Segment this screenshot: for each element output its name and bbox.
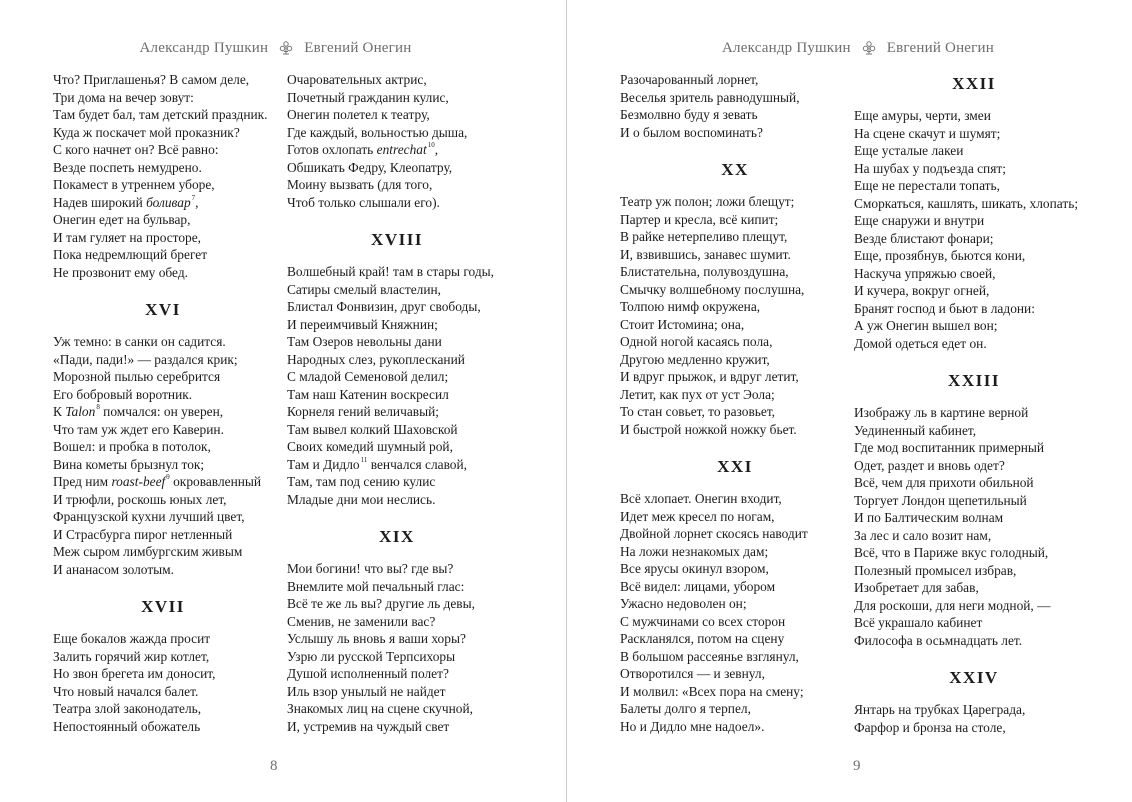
verse-line: Волшебный край! там в стары годы,	[287, 264, 495, 279]
verse-line: А уж Онегин вышел вон;	[854, 318, 998, 333]
verse-line: То стан совьет, то разовьет,	[620, 404, 776, 419]
verse-line: С мужчинами со всех сторон	[620, 613, 786, 629]
verse-line: В большом рассеянье взглянул,	[620, 648, 799, 664]
right-page	[567, 0, 1132, 802]
verse-line: Где мод воспитанник примерный	[854, 440, 1045, 455]
verse-line: Блистательна, полувоздушна,	[620, 264, 789, 279]
verse-line: Его бобровый воротник.	[53, 386, 193, 402]
verse-line: Ужасно недоволен он;	[620, 596, 747, 611]
line-text: окровавленный	[169, 474, 262, 489]
verse-line: Смычку волшебному послушна,	[620, 281, 805, 297]
verse-line: «Пади, пади!» — раздался крик;	[53, 351, 238, 367]
verse-line: Везде поспеть немудрено.	[53, 159, 202, 175]
stanza	[53, 630, 273, 735]
author-name: Александр Пушкин	[139, 39, 269, 56]
verse-line: Что? Приглашенья? В самом деле,	[53, 72, 250, 87]
italic-word: entrechat	[376, 142, 427, 157]
verse-line: И, устремив на чуждый свет	[287, 718, 450, 734]
verse-line: Еще, прозябнув, бьются кони,	[854, 248, 1026, 263]
footnote-ref: 7	[191, 193, 196, 202]
author-name: Александр Пушкин	[722, 39, 851, 56]
verse-line: В райке нетерпеливо плещут,	[620, 229, 788, 244]
italic-word: боливар	[146, 194, 191, 210]
stanza	[287, 560, 507, 735]
verse-line: Философа в осьмнадцать лет.	[854, 632, 1023, 648]
verse-line: Еще амуры, черти, змеи	[854, 108, 991, 123]
stanza	[53, 333, 273, 578]
verse-line: Одной ногой касаясь пола,	[620, 334, 773, 349]
ornament-icon	[278, 40, 294, 56]
line-text: Надев широкий	[53, 194, 147, 210]
verse-line: Народных слез, рукоплесканий	[287, 351, 465, 367]
verse-line: Театра злой законодатель,	[53, 701, 202, 716]
verse-line: Но звон брегета им доносит,	[53, 666, 216, 681]
verse-line: Чтоб только слышали его).	[287, 194, 440, 210]
verse-line: Уж темно: в санки он садится.	[53, 334, 226, 349]
footnote-ref: 8	[96, 403, 100, 411]
verse-line: Французской кухни лучший цвет,	[53, 509, 245, 524]
verse-line: И вдруг прыжок, и вдруг летит,	[620, 369, 799, 384]
line-text: Пред ним	[53, 474, 112, 489]
book-title: Евгений Онегин	[886, 39, 994, 56]
verse-line: Младые дни мои неслись.	[287, 491, 436, 507]
text-column	[620, 71, 850, 735]
verse-line: И трюфли, роскошь юных лет,	[53, 491, 227, 507]
page-number: 8	[270, 758, 278, 774]
stanza	[854, 107, 1094, 352]
verse-line: И по Балтическим волнам	[854, 510, 1004, 525]
verse-line: Еще бокалов жажда просит	[53, 631, 211, 646]
text-column	[854, 71, 1094, 736]
verse-line: Театр уж полон; ложи блещут;	[620, 194, 795, 209]
verse-line: На шубах у подъезда спят;	[854, 160, 1006, 176]
verse-line: Корнеля гений величавый;	[287, 404, 439, 419]
verse-line	[287, 141, 507, 159]
verse-line: Мои богини! что вы? где вы?	[287, 561, 454, 576]
verse-line: Все ярусы окинул взором,	[620, 561, 769, 576]
line-text: ,	[195, 194, 199, 210]
verse-line: Всё, что в Париже вкус голодный,	[854, 545, 1049, 560]
text-column	[287, 71, 507, 735]
page-number: 9	[853, 758, 861, 774]
verse-line: И, взвившись, занавес шумит.	[620, 246, 791, 262]
footnote-ref: 10	[427, 141, 435, 149]
verse-line: Сморкаться, кашлять, шикать, хлопать;	[854, 195, 1079, 211]
verse-line: И молвил: «Всех пора на смену;	[620, 683, 804, 699]
verse-line: Веселья зритель равнодушный,	[620, 89, 800, 105]
verse-line: Раскланялся, потом на сцену	[620, 631, 785, 646]
verse-line: И кучера, вокруг огней,	[854, 283, 990, 298]
stanza	[287, 71, 507, 211]
stanza-number: XIX	[379, 527, 415, 546]
verse-line: Своих комедий шумный рой,	[287, 439, 453, 454]
ornament-icon	[861, 40, 877, 56]
verse-line: И о былом воспоминать?	[620, 124, 763, 140]
stanza	[287, 263, 507, 508]
verse-line: Внемлите мой печальный глас:	[287, 578, 465, 594]
verse-line: Двойной лорнет скосясь наводит	[620, 526, 808, 541]
verse-line: Везде блистают фонари;	[854, 230, 994, 246]
verse-line: И ананасом золотым.	[53, 561, 174, 577]
stanza-number: XXIV	[949, 668, 999, 687]
verse-line	[287, 456, 507, 474]
running-head	[717, 38, 999, 58]
italic-word: roast-beef	[111, 474, 166, 489]
verse-line: Торгует Лондон щепетильный	[854, 492, 1027, 508]
stanza-number: XVI	[145, 300, 181, 319]
stanza	[854, 701, 1094, 736]
verse-line: Сатиры смелый властелин,	[287, 281, 442, 297]
verse-line: Почетный гражданин кулис,	[287, 89, 449, 105]
stanza	[620, 193, 850, 438]
line-text: К	[53, 404, 66, 419]
verse-line: Онегин едет на бульвар,	[53, 212, 191, 227]
verse-line: И там гуляет на просторе,	[53, 229, 202, 245]
verse-line: Всё видел: лицами, убором	[620, 578, 776, 594]
verse-line: Всё украшало кабинет	[854, 615, 983, 630]
verse-line: Душой исполненный полет?	[287, 666, 449, 681]
stanza-number: XVII	[141, 597, 185, 616]
stanza	[854, 404, 1094, 649]
stanza-number: XVIII	[371, 230, 423, 249]
verse-line: Вина кометы брызнул ток;	[53, 456, 205, 472]
verse-line: Еще усталые лакеи	[854, 143, 964, 158]
verse-line: Для роскоши, для неги модной, —	[854, 597, 1051, 613]
verse-line: С младой Семеновой делил;	[287, 369, 449, 384]
line-text: венчался славой,	[367, 456, 468, 472]
verse-line: Другою медленно кружит,	[620, 351, 770, 367]
verse-line: Что новый начался балет.	[53, 683, 199, 699]
verse-line	[53, 403, 273, 421]
verse-line: Куда ж поскачет мой проказник?	[53, 124, 240, 140]
verse-line: Безмолвно буду я зевать	[620, 107, 758, 122]
verse-line: Всё те же ль вы? другие ль девы,	[287, 596, 475, 611]
line-text: ,	[434, 142, 439, 157]
stanza-number: XXII	[952, 74, 996, 93]
verse-line: И быстрой ножкой ножку бьет.	[620, 421, 797, 437]
verse-line: Узрю ли русской Терпсихоры	[287, 648, 456, 664]
verse-line: Янтарь на трубках Цареграда,	[854, 702, 1026, 717]
verse-line: Уединенный кабинет,	[854, 422, 977, 438]
verse-line: Изобретает для забав,	[854, 580, 979, 595]
verse-line: Стоит Истомина; она,	[620, 316, 745, 332]
verse-line: С кого начнет он? Всё равно:	[53, 142, 219, 157]
verse-line: Меж сыром лимбургским живым	[53, 544, 243, 559]
verse-line: Фарфор и бронза на столе,	[854, 719, 1006, 735]
verse-line: Услышу ль вновь я ваши хоры?	[287, 631, 466, 646]
verse-line: Летит, как пух от уст Эола;	[620, 386, 775, 402]
verse-line: На сцене скачут и шумят;	[854, 125, 1001, 141]
verse-line: Знакомых лиц на сцене скучной,	[287, 701, 473, 716]
verse-line: Сменив, не заменили вас?	[287, 613, 436, 629]
verse-line: Там вывел колкий Шаховской	[287, 421, 458, 437]
verse-line: Залить горячий жир котлет,	[53, 648, 210, 664]
line-text: Готов охлопать	[287, 142, 377, 157]
stanza	[53, 71, 273, 281]
verse-line: Одет, раздет и вновь одет?	[854, 457, 1005, 473]
verse-line: Где каждый, вольностью дыша,	[287, 124, 468, 140]
line-text: помчался: он уверен,	[99, 404, 224, 419]
verse-line: И Страсбурга пирог нетленный	[53, 526, 233, 542]
verse-line: За лес и сало возит нам,	[854, 527, 992, 543]
stanza	[620, 490, 850, 735]
verse-line: Там Озеров невольны дани	[287, 334, 442, 349]
stanza-number: XX	[721, 160, 749, 179]
verse-line: Домой одеться едет он.	[854, 335, 987, 351]
stanza-number: XXIII	[948, 371, 1000, 390]
verse-line: Еще снаружи и внутри	[854, 213, 985, 228]
verse-line: Что там уж ждет его Каверин.	[53, 421, 224, 437]
verse-line: Обшикать Федру, Клеопатру,	[287, 159, 453, 175]
verse-line	[53, 194, 273, 212]
verse-line: Изображу ль в картине верной	[854, 405, 1029, 420]
verse-line: Очаровательных актрис,	[287, 72, 427, 87]
verse-line: Там наш Катенин воскресил	[287, 386, 449, 402]
verse-line: Идет меж кресел по ногам,	[620, 508, 775, 524]
verse-line: Вошел: и пробка в потолок,	[53, 439, 211, 454]
verse-line: Три дома на вечер зовут:	[53, 89, 194, 105]
verse-line: Наскуча упряжью своей,	[854, 265, 996, 281]
verse-line: Онегин полетел к театру,	[287, 107, 430, 122]
verse-line: Бранят господ и бьют в ладони:	[854, 300, 1035, 316]
verse-line: Партер и кресла, всё кипит;	[620, 211, 779, 227]
stanza	[620, 71, 850, 141]
verse-line: Всё хлопает. Онегин входит,	[620, 491, 782, 506]
verse-line: Там, там под сению кулис	[287, 474, 436, 489]
verse-line: Моину вызвать (для того,	[287, 177, 433, 192]
text-column	[53, 71, 273, 735]
verse-line: Морозной пылью серебрится	[53, 369, 221, 384]
verse-line: Покамест в утреннем уборе,	[53, 177, 215, 192]
verse-line: Еще не перестали топать,	[854, 178, 1000, 193]
verse-line: И переимчивый Княжнин;	[287, 316, 438, 332]
stanza-number: XXI	[717, 457, 753, 476]
verse-line: Разочарованный лорнет,	[620, 72, 759, 87]
verse-line: Полезный промысел избрав,	[854, 562, 1017, 578]
verse-line	[53, 473, 273, 491]
verse-line: Но и Дидло мне надоел».	[620, 718, 765, 734]
line-text: Там и Дидло	[287, 456, 360, 472]
verse-line: Непостоянный обожатель	[53, 718, 201, 734]
verse-line: Всё, чем для прихоти обильной	[854, 475, 1034, 490]
verse-line: Отворотился — и зевнул,	[620, 666, 765, 681]
footnote-ref: 11	[360, 455, 368, 464]
verse-line: На ложи незнакомых дам;	[620, 543, 769, 559]
verse-line: Пока недремлющий брегет	[53, 247, 208, 262]
running-head	[133, 38, 418, 58]
verse-line: Блистал Фонвизин, друг свободы,	[287, 299, 481, 314]
verse-line: Там будет бал, там детский праздник.	[53, 107, 268, 122]
verse-line: Не прозвонит ему обед.	[53, 264, 188, 280]
verse-line: Балеты долго я терпел,	[620, 701, 751, 716]
book-title: Евгений Онегин	[304, 39, 412, 56]
footnote-ref: 9	[166, 473, 170, 481]
verse-line: Иль взор унылый не найдет	[287, 683, 446, 699]
italic-word: Talon	[65, 404, 96, 419]
verse-line: Толпою нимф окружена,	[620, 299, 761, 314]
